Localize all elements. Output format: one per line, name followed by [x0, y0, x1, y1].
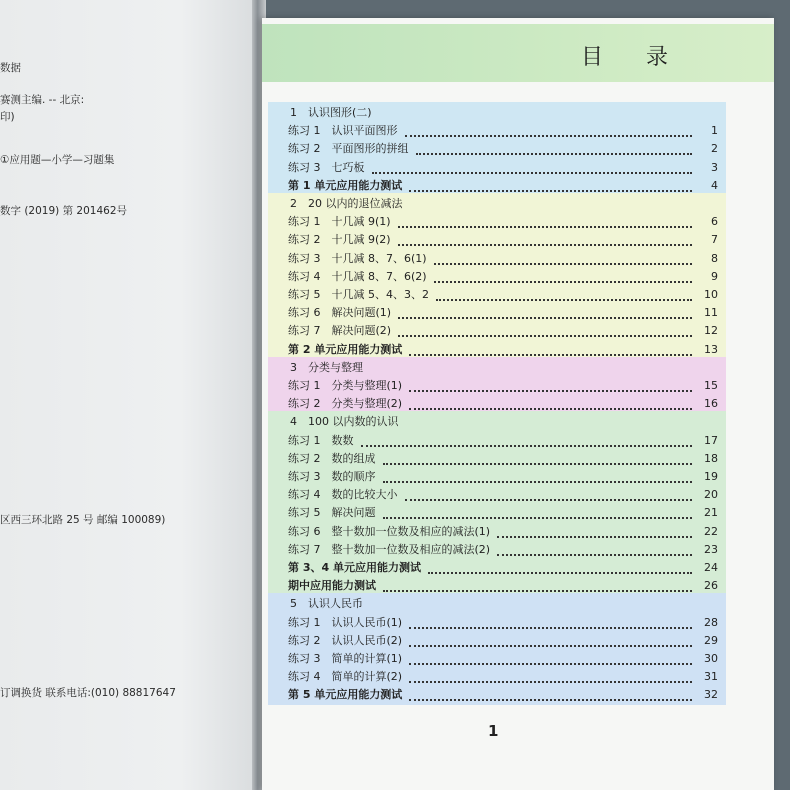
toc-page-number: 26	[704, 579, 718, 593]
dot-leader	[497, 536, 692, 556]
header-band	[262, 24, 774, 82]
toc-page-number: 31	[704, 670, 718, 684]
page-title: 目 录	[581, 45, 686, 70]
toc-entry-title: 练习 6 解决问题(1)	[288, 306, 392, 320]
toc-entry-title: 第 1 单元应用能力测试	[288, 178, 403, 192]
toc-entry-title: 第 3、4 单元应用能力测试	[288, 561, 421, 574]
toc-entry-title: 练习 3 十几减 8、7、6(1)	[288, 251, 427, 265]
toc-page-number: 2	[711, 142, 718, 156]
toc-entry-title: 练习 1 认识人民币(1)	[288, 615, 403, 629]
toc-entry-title: 练习 1 认识平面图形	[288, 124, 398, 138]
dot-leader	[383, 445, 692, 465]
toc-entry-title: 练习 5 十几减 5、4、3、2	[288, 288, 429, 301]
toc-page-number: 6	[711, 215, 718, 229]
toc-page-number: 23	[704, 542, 718, 556]
toc-page-number: 22	[704, 524, 718, 538]
right-page	[262, 18, 774, 790]
toc-page-number: 12	[704, 324, 718, 338]
toc-entry-title: 期中应用能力测试	[288, 579, 376, 593]
toc-entry-title: 练习 3 七巧板	[288, 160, 365, 174]
toc-page-number: 4	[711, 178, 718, 192]
toc-page-number: 8	[711, 251, 718, 265]
dot-leader	[398, 208, 692, 228]
toc-unit-test-row	[268, 686, 726, 704]
toc-entry-title: 练习 2 数的组成	[288, 451, 376, 465]
toc-entry-title: 练习 4 数的比较大小	[288, 488, 398, 502]
toc-entry-title: 1 认识图形(二)	[290, 106, 372, 119]
toc-entry-title: 练习 4 十几减 8、7、6(2)	[288, 269, 427, 283]
dot-leader	[383, 463, 692, 483]
toc-entry-title: 练习 7 解决问题(2)	[288, 324, 392, 338]
toc-entry-title: 练习 1 分类与整理(1)	[288, 379, 403, 392]
cip-line: 印)	[0, 111, 15, 123]
dot-leader	[436, 281, 692, 301]
dot-leader	[409, 372, 692, 392]
toc-page-number: 13	[704, 342, 718, 356]
dot-leader	[416, 135, 692, 155]
dot-leader	[405, 481, 692, 501]
toc-entry-title: 练习 6 整十数加一位数及相应的减法(1)	[288, 524, 491, 538]
cip-line: 数字 (2019) 第 201462号	[0, 205, 128, 217]
dot-leader	[409, 645, 692, 665]
dot-leader	[409, 172, 692, 192]
toc-page-number: 7	[711, 233, 718, 247]
dot-leader	[428, 554, 692, 574]
toc-page-number: 29	[704, 633, 718, 647]
toc-entry-title: 2 20 以内的退位减法	[290, 197, 403, 210]
toc-entry-title: 练习 1 十几减 9(1)	[288, 215, 391, 229]
toc-entry-title: 4 100 以内数的认识	[290, 415, 399, 429]
toc-unit-test-row	[268, 177, 726, 195]
toc-page-number: 21	[704, 506, 718, 520]
dot-leader	[398, 299, 692, 319]
toc-entry-title: 练习 2 认识人民币(2)	[288, 633, 403, 647]
toc-row	[268, 395, 726, 413]
dot-leader	[372, 154, 692, 174]
toc-page-number: 10	[704, 288, 718, 301]
contact-phone: 订调换货 联系电话:(010) 88817647	[0, 687, 176, 699]
cip-line: 数据	[0, 62, 21, 74]
toc-page-number: 3	[711, 160, 718, 174]
toc-entry-title: 练习 2 平面图形的拼组	[288, 142, 409, 156]
toc-unit-test-row	[268, 577, 726, 595]
cip-line: 赛测主编. -- 北京:	[0, 94, 85, 106]
toc-page-number: 18	[704, 451, 718, 465]
toc-unit-test-row	[268, 341, 726, 359]
dot-leader	[409, 663, 692, 683]
toc-entry-title: 练习 2 十几减 9(2)	[288, 233, 391, 247]
page-number: 1	[488, 722, 499, 740]
toc-entry-title: 练习 2 分类与整理(2)	[288, 397, 403, 411]
toc-entry-title: 练习 3 简单的计算(1)	[288, 652, 403, 665]
dot-leader	[434, 263, 692, 283]
toc-page-number: 15	[704, 379, 718, 392]
toc-entry-title: 练习 5 解决问题	[288, 506, 376, 520]
dot-leader	[383, 572, 692, 592]
dot-leader	[383, 499, 692, 519]
dot-leader	[409, 390, 692, 410]
toc-page-number: 17	[704, 433, 718, 447]
dot-leader	[409, 627, 692, 647]
dot-leader	[434, 245, 692, 265]
toc-page-number: 11	[704, 306, 718, 320]
toc-page-number: 9	[711, 269, 718, 283]
toc-page-number: 32	[704, 688, 718, 702]
dot-leader	[409, 609, 692, 629]
toc-page-number: 28	[704, 615, 718, 629]
toc-page-number: 24	[704, 561, 718, 574]
left-page	[0, 0, 258, 790]
dot-leader	[409, 681, 692, 701]
toc-page-number: 20	[704, 488, 718, 502]
dot-leader	[497, 518, 692, 538]
publisher-address: 区西三环北路 25 号 邮编 100089)	[0, 514, 166, 526]
toc-entry-title: 第 2 单元应用能力测试	[288, 342, 403, 356]
toc-entry-title: 练习 3 数的顺序	[288, 470, 376, 483]
toc-page-number: 1	[711, 124, 718, 138]
cip-line: ①应用题—小学—习题集	[0, 154, 115, 166]
dot-leader	[405, 117, 692, 137]
toc-entry-title: 练习 4 简单的计算(2)	[288, 670, 403, 684]
toc-page-number: 16	[704, 397, 718, 411]
dot-leader	[398, 226, 692, 246]
toc-page-number: 30	[704, 652, 718, 665]
toc-entry-title: 第 5 单元应用能力测试	[288, 688, 403, 702]
toc-page-number: 19	[704, 470, 718, 483]
dot-leader	[398, 317, 692, 337]
toc-entry-title: 3 分类与整理	[290, 360, 363, 374]
toc-entry-title: 5 认识人民币	[290, 597, 363, 611]
toc-entry-title: 练习 7 整十数加一位数及相应的减法(2)	[288, 542, 491, 556]
dot-leader	[361, 427, 692, 447]
toc-entry-title: 练习 1 数数	[288, 433, 354, 447]
dot-leader	[409, 336, 692, 356]
